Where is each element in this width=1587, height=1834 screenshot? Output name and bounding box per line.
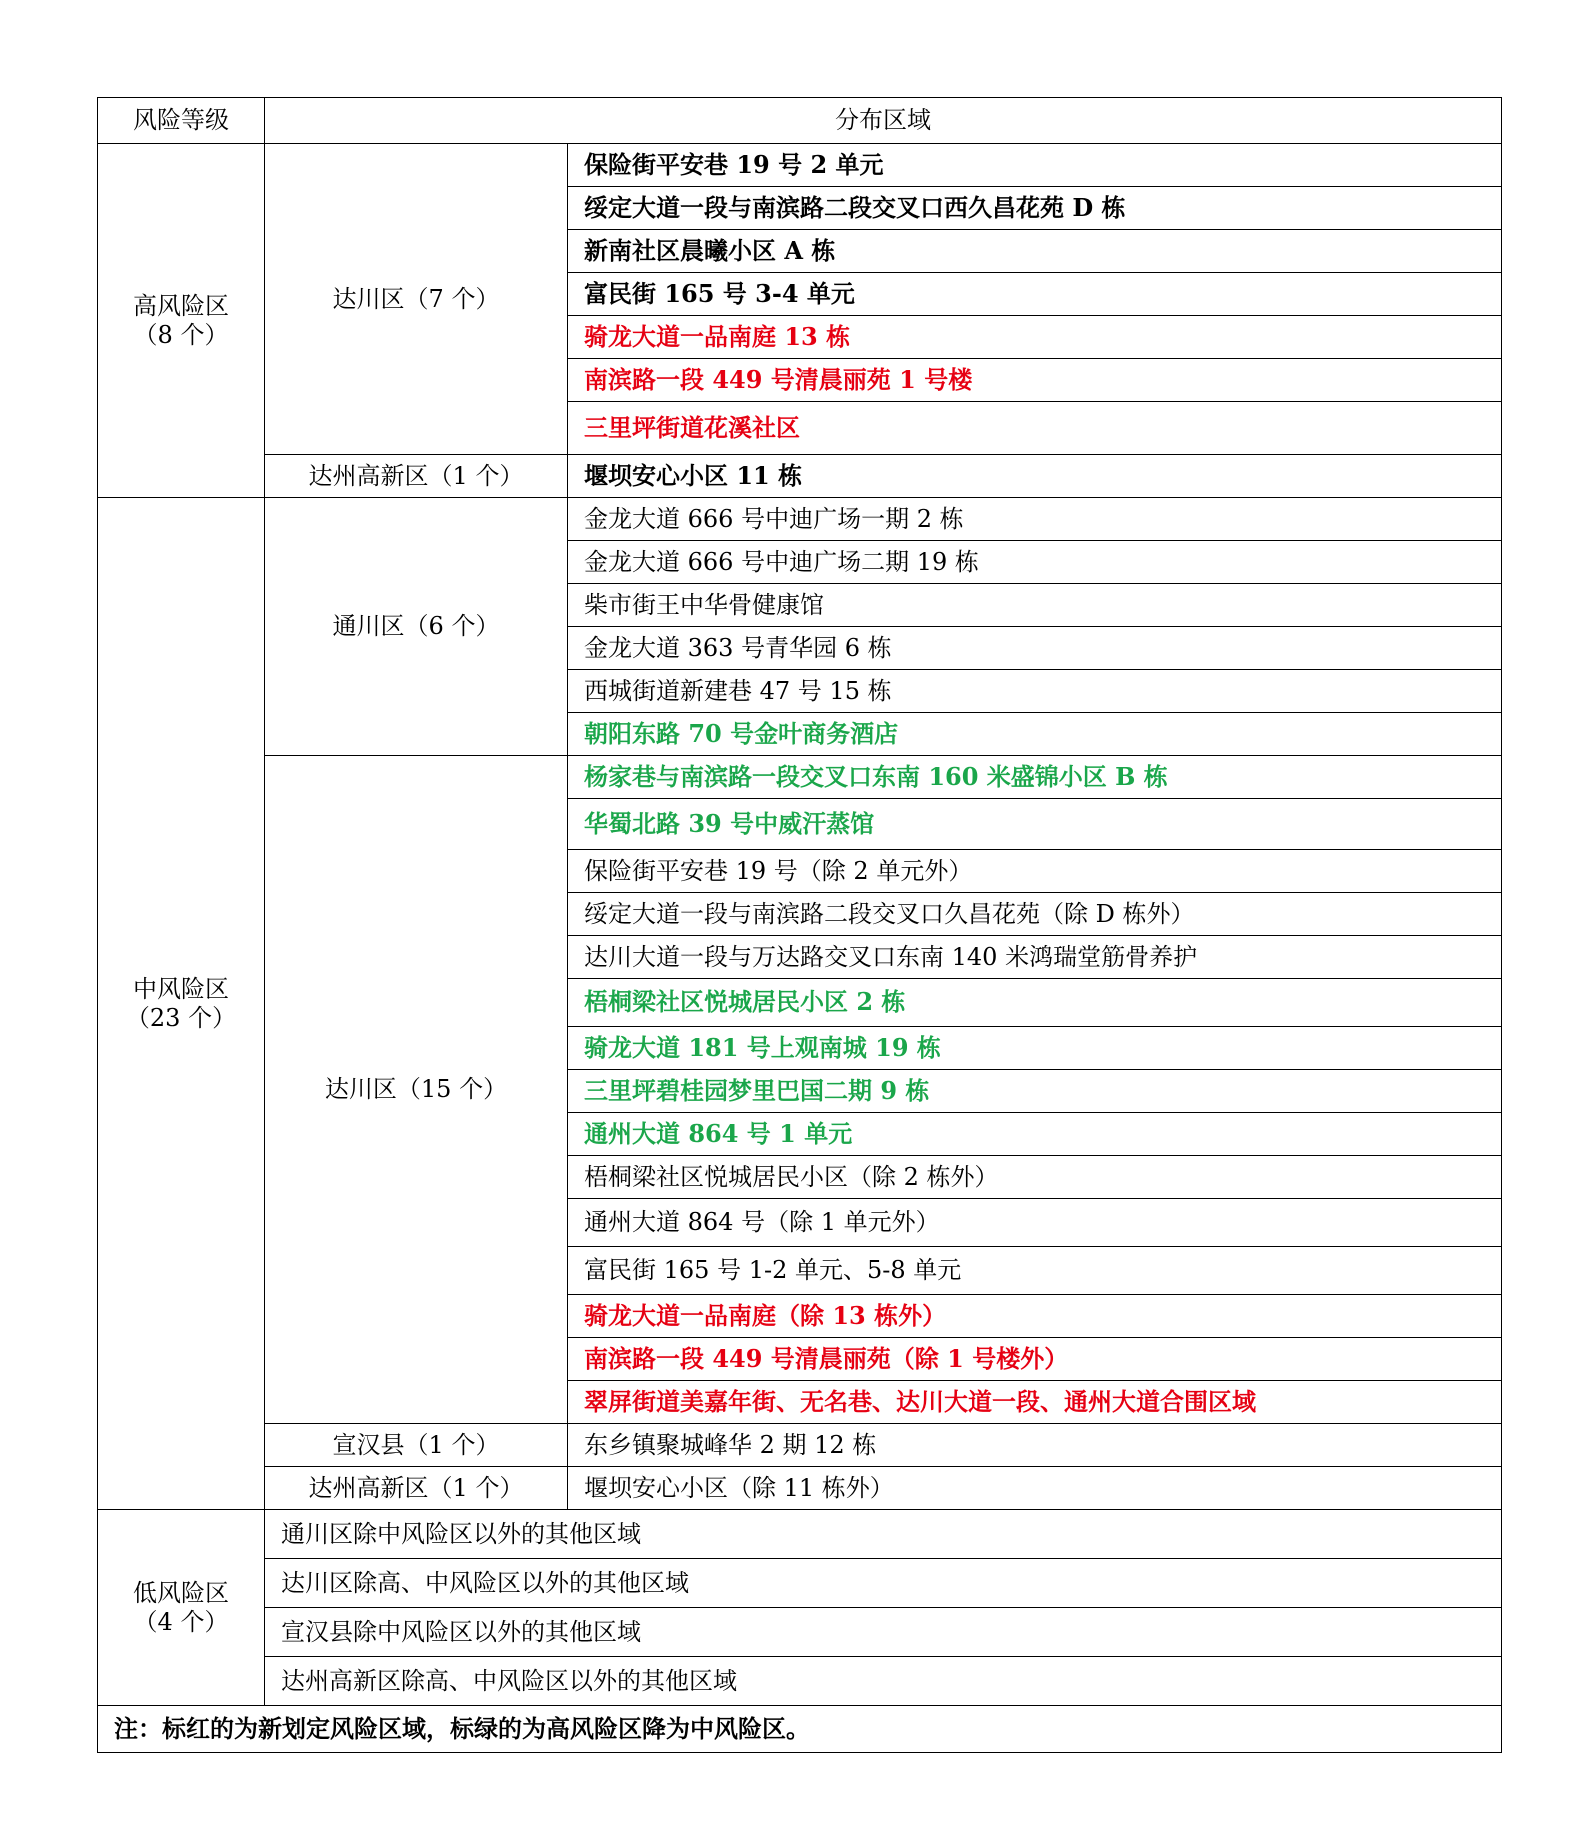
location-cell: 翠屏街道美嘉年街、无名巷、达川大道一段、通州大道合围区域 — [568, 1381, 1502, 1424]
low-risk-area-cell: 达州高新区除高、中风险区以外的其他区域 — [265, 1657, 1502, 1706]
risk-area-table — [97, 97, 1502, 1753]
location-cell: 绥定大道一段与南滨路二段交叉口久昌花苑（除 D 栋外） — [568, 893, 1502, 936]
low-risk-level-count: （4 个） — [133, 1607, 229, 1636]
location-cell: 骑龙大道 181 号上观南城 19 栋 — [568, 1027, 1502, 1070]
district-cell: 达州高新区（1 个） — [265, 1467, 568, 1510]
medium-risk-level-cell — [98, 498, 265, 1510]
table-row — [98, 1657, 1502, 1706]
table-row — [98, 756, 1502, 799]
district-cell: 通川区（6 个） — [265, 498, 568, 756]
location-cell: 金龙大道 363 号青华园 6 栋 — [568, 627, 1502, 670]
location-cell: 达川大道一段与万达路交叉口东南 140 米鸿瑞堂筋骨养护 — [568, 936, 1502, 979]
location-cell: 金龙大道 666 号中迪广场一期 2 栋 — [568, 498, 1502, 541]
medium-risk-level-name: 中风险区 — [133, 974, 229, 1003]
low-risk-area-cell: 达川区除高、中风险区以外的其他区域 — [265, 1559, 1502, 1608]
location-cell: 骑龙大道一品南庭 13 栋 — [568, 316, 1502, 359]
district-cell: 达川区（15 个） — [265, 756, 568, 1424]
district-cell: 达州高新区（1 个） — [265, 455, 568, 498]
district-cell: 宣汉县（1 个） — [265, 1424, 568, 1467]
location-cell: 富民街 165 号 1-2 单元、5-8 单元 — [568, 1247, 1502, 1295]
table-row — [98, 455, 1502, 498]
location-cell: 绥定大道一段与南滨路二段交叉口西久昌花苑 D 栋 — [568, 187, 1502, 230]
table-row — [98, 1608, 1502, 1657]
location-cell: 东乡镇聚城峰华 2 期 12 栋 — [568, 1424, 1502, 1467]
location-cell: 梧桐梁社区悦城居民小区 2 栋 — [568, 979, 1502, 1027]
location-cell: 朝阳东路 70 号金叶商务酒店 — [568, 713, 1502, 756]
location-cell: 南滨路一段 449 号清晨丽苑 1 号楼 — [568, 359, 1502, 402]
low-risk-area-cell: 宣汉县除中风险区以外的其他区域 — [265, 1608, 1502, 1657]
location-cell: 梧桐梁社区悦城居民小区（除 2 栋外） — [568, 1156, 1502, 1199]
location-cell: 保险街平安巷 19 号（除 2 单元外） — [568, 850, 1502, 893]
location-cell: 富民街 165 号 3-4 单元 — [568, 273, 1502, 316]
location-cell: 金龙大道 666 号中迪广场二期 19 栋 — [568, 541, 1502, 584]
location-cell: 华蜀北路 39 号中威汗蒸馆 — [568, 799, 1502, 850]
location-cell: 新南社区晨曦小区 A 栋 — [568, 230, 1502, 273]
location-cell: 杨家巷与南滨路一段交叉口东南 160 米盛锦小区 B 栋 — [568, 756, 1502, 799]
high-risk-level-count: （8 个） — [133, 320, 229, 349]
table-body — [98, 144, 1502, 1753]
location-cell: 通州大道 864 号 1 单元 — [568, 1113, 1502, 1156]
table-header-row — [98, 98, 1502, 144]
table-row — [98, 1559, 1502, 1608]
low-risk-level-name: 低风险区 — [133, 1578, 229, 1607]
location-cell: 通州大道 864 号（除 1 单元外） — [568, 1199, 1502, 1247]
table-row — [98, 498, 1502, 541]
high-risk-level-name: 高风险区 — [133, 291, 229, 320]
header-risk-level: 风险等级 — [98, 98, 265, 144]
location-cell: 保险街平安巷 19 号 2 单元 — [568, 144, 1502, 187]
low-risk-level-cell — [98, 1510, 265, 1706]
table-row — [98, 1510, 1502, 1559]
high-risk-level-cell — [98, 144, 265, 498]
location-cell: 西城街道新建巷 47 号 15 栋 — [568, 670, 1502, 713]
location-cell: 堰坝安心小区（除 11 栋外） — [568, 1467, 1502, 1510]
table-row — [98, 144, 1502, 187]
location-cell: 骑龙大道一品南庭（除 13 栋外） — [568, 1295, 1502, 1338]
medium-risk-level-count: （23 个） — [125, 1003, 237, 1032]
district-cell: 达川区（7 个） — [265, 144, 568, 455]
location-cell: 三里坪碧桂园梦里巴国二期 9 栋 — [568, 1070, 1502, 1113]
location-cell: 三里坪街道花溪社区 — [568, 402, 1502, 455]
header-distribution-area: 分布区域 — [265, 98, 1502, 144]
location-cell: 堰坝安心小区 11 栋 — [568, 455, 1502, 498]
table-note: 注：标红的为新划定风险区域，标绿的为高风险区降为中风险区。 — [98, 1706, 1502, 1753]
low-risk-area-cell: 通川区除中风险区以外的其他区域 — [265, 1510, 1502, 1559]
table-row — [98, 1467, 1502, 1510]
table-row — [98, 1424, 1502, 1467]
location-cell: 柴市街王中华骨健康馆 — [568, 584, 1502, 627]
note-row — [98, 1706, 1502, 1753]
location-cell: 南滨路一段 449 号清晨丽苑（除 1 号楼外） — [568, 1338, 1502, 1381]
